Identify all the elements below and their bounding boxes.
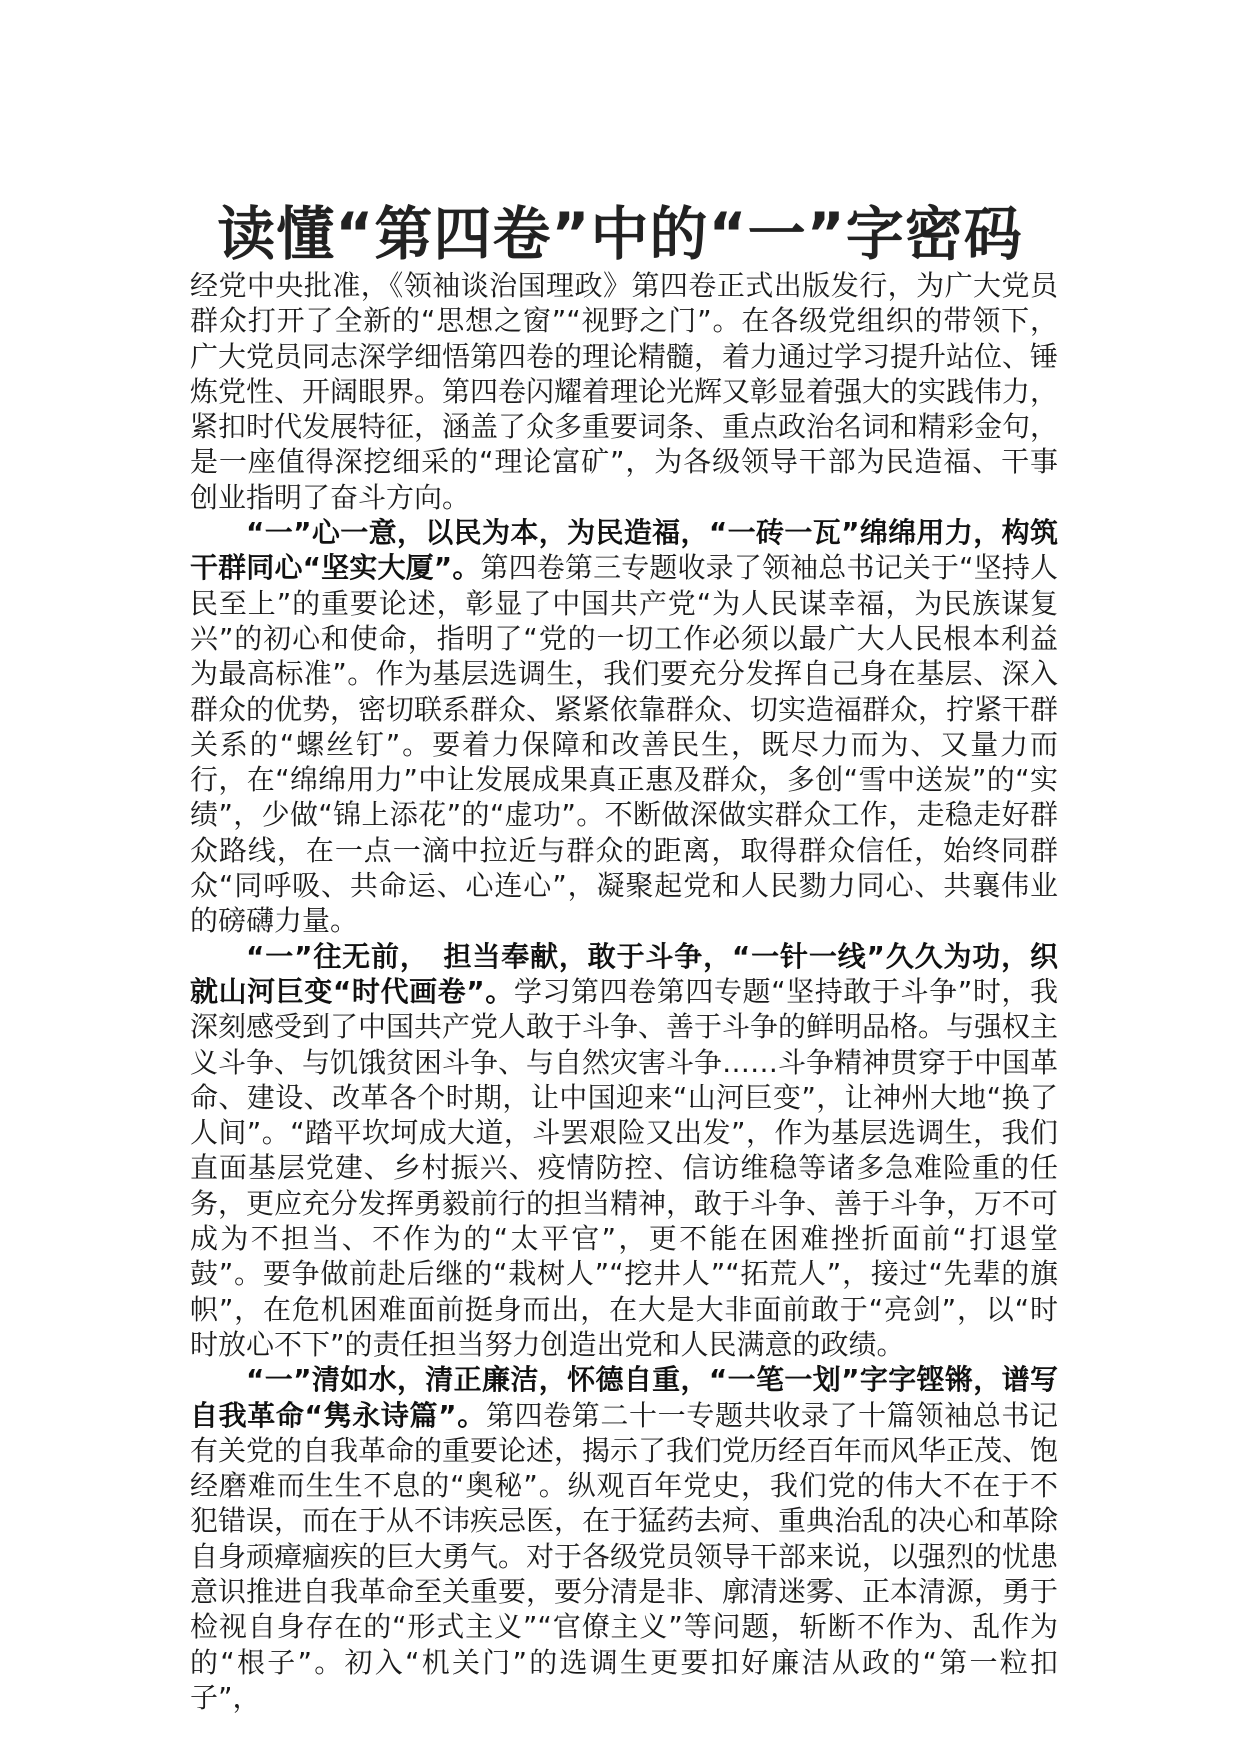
paragraph-text: 第四卷第二十一专题共收录了十篇领袖总书记有关党的自我革命的重要论述，揭示了我们党历经百年而风华正茂、饱经磨难而生生不息的“奥秘”。纵观百年党史，我们党的伟大不在于不犯错误，而在于从不讳疾忌医，在于猛药去疴、重典治乱的决心和革除自身顽瘴痼疾的巨大勇气。对于各级党员领导干部来说，以强烈的忧患意识推进自我革命至关重要，要分清是非、廓清迷雾、正本清源，勇于检视自身存在的“形式主义”“官僚主义”等问题，斩断不作为、乱作为的“根子”。初入“机关门”的选调生更要扣好廉洁从政的“第一粒扣子”，: [190, 1398, 1059, 1714]
paragraph-text: 第四卷第三专题收录了领袖总书记关于“坚持人民至上”的重要论述，彰显了中国共产党“为人民谋幸福，为民族谋复兴”的初心和使命，指明了“党的一切工作必须以最广大人民根本利益为最高标准”。作为基层选调生，我们要充分发挥自己身在基层、深入群众的优势，密切联系群众、紧紧依靠群众、切实造福群众，拧紧干群关系的“螺丝钉”。要着力保障和改善民生，既尽力而为、又量力而行，在“绵绵用力”中让发展成果真正惠及群众，多创“雪中送炭”的“实绩”，少做“锦上添花”的“虚功”。不断做深做实群众工作，走稳走好群众路线，在一点一滴中拉近与群众的距离，取得群众信任，始终同群众“同呼吸、共命运、心连心”，凝聚起党和人民勠力同心、共襄伟业的磅礴力量。: [190, 551, 1059, 938]
paragraph-lead: “一”清如水，清正廉洁，怀德自重，“一笔一划”字字铿锵，谱写自我革命“隽永诗篇”。: [190, 1363, 1058, 1432]
paragraph-lead: “一”心一意，以民为本，为民造福，“一砖一瓦”绵绵用力，构筑干群同心“坚实大厦”。: [190, 516, 1058, 585]
paragraph-section-3: [190, 1362, 1058, 1715]
paragraph-section-1: [190, 515, 1058, 939]
paragraph-lead: “一”往无前， 担当奉献，敢于斗争，“一针一线”久久为功，织就山河巨变“时代画卷”。: [190, 939, 1058, 1008]
document-title: 读懂“第四卷”中的“一”字密码: [217, 200, 1023, 268]
paragraph-text: 学习第四卷第四专题“坚持敢于斗争”时，我深刻感受到了中国共产党人敢于斗争、善于斗争的鲜明品格。与强权主义斗争、与饥饿贫困斗争、与自然灾害斗争……斗争精神贯穿于中国革命、建设、改革各个时期，让中国迎来“山河巨变”，让神州大地“换了人间”。“踏平坎坷成大道，斗罢艰险又出发”，作为基层选调生，我们直面基层党建、乡村振兴、疫情防控、信访维稳等诸多急难险重的任务，更应充分发挥勇毅前行的担当精神，敢于斗争、善于斗争，万不可成为不担当、不作为的“太平官”，更不能在困难挫折面前“打退堂鼓”。要争做前赴后继的“栽树人”“挖井人”“拓荒人”，接过“先辈的旗帜”，在危机困难面前挺身而出，在大是大非面前敢于“亮剑”，以“时时放心不下”的责任担当努力创造出党和人民满意的政绩。: [190, 974, 1059, 1361]
paragraph-section-2: [190, 939, 1058, 1363]
paragraph-text: 经党中央批准，《领袖谈治国理政》第四卷正式出版发行，为广大党员群众打开了全新的“思想之窗”“视野之门”。在各级党组织的带领下，广大党员同志深学细悟第四卷的理论精髓，着力通过学习提升站位、锤炼党性、开阔眼界。第四卷闪耀着理论光辉又彰显着强大的实践伟力，紧扣时代发展特征，涵盖了众多重要词条、重点政治名词和精彩金句，是一座值得深挖细采的“理论富矿”，为各级领导干部为民造福、干事创业指明了奋斗方向。: [190, 269, 1059, 514]
document-body: [190, 268, 1058, 1715]
paragraph-intro: [190, 268, 1058, 515]
